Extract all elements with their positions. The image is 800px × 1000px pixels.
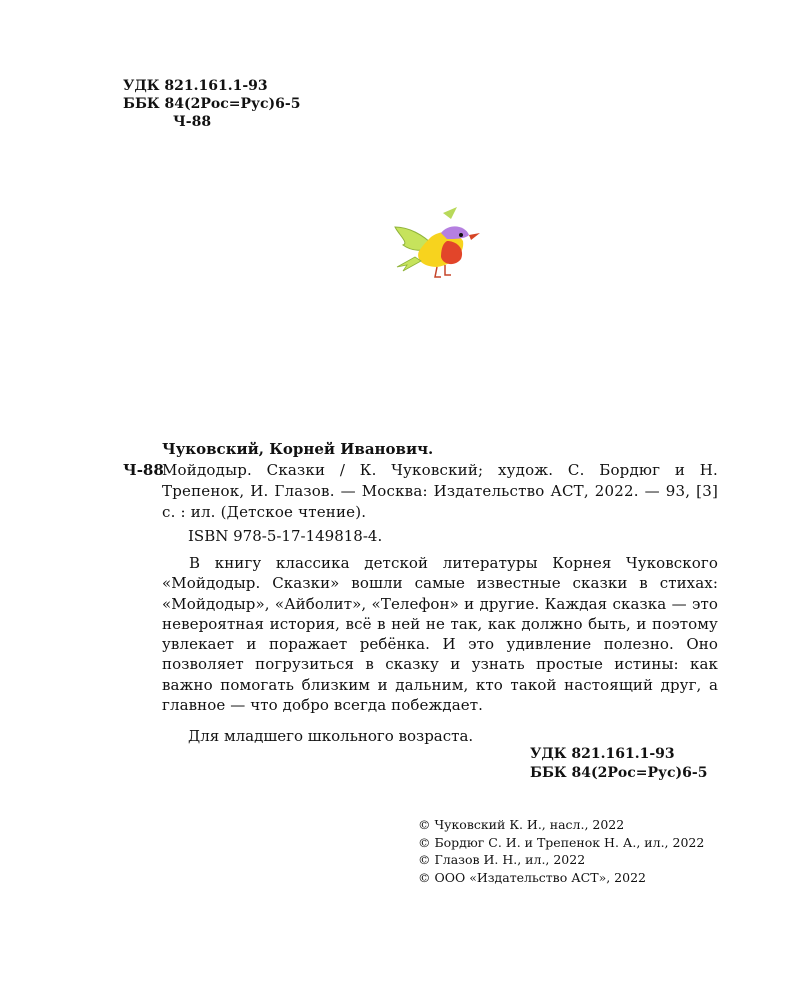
copyright-line: © Глазов И. Н., ил., 2022 xyxy=(418,852,586,867)
udk-code: УДК 821.161.1-93 xyxy=(123,78,268,94)
bibliographic-description: Мойдодыр. Сказки / К. Чуковский; худож. С. Бордюг и Н. Трепенок, И. Глазов. — Москва: Издательство АСТ, 2022. — 93, [3] с. : ил. (Детское чтение). xyxy=(162,461,718,521)
author-mark: Ч-88 xyxy=(173,114,212,130)
isbn: ISBN 978-5-17-149818-4. xyxy=(188,527,383,545)
entry-author-mark: Ч-88 xyxy=(123,461,164,479)
copyright-block xyxy=(418,816,704,886)
author-heading: Чуковский, Корней Иванович. xyxy=(162,440,434,458)
bbk-code: ББК 84(2Рос=Рус)6-5 xyxy=(123,96,301,112)
annotation-text: В книгу классика детской литературы Корнея Чуковского «Мойдодыр. Сказки» вошли самые известные сказки в стихах: «Мойдодыр», «Айболит», «Телефон» и другие. Каждая сказка — это невероятная история, всё в ней не так, как должно быть, и поэтому увлекает и поражает ребёнка. И это удивление полезно. Оно позволяет погрузиться в сказку и узнать простые истины: как важно помогать близким и дальним, кто такой настоящий друг, а главное — что добро всегда побеждает. xyxy=(162,554,718,715)
bottom-codes xyxy=(530,745,707,783)
annotation xyxy=(162,553,718,715)
copyright-line: © Бордюг С. И. и Трепенок Н. А., ил., 2022 xyxy=(418,834,705,850)
bottom-udk: УДК 821.161.1-93 xyxy=(530,746,675,762)
audience-note: Для младшего школьного возраста. xyxy=(188,727,474,745)
copyright-line: © ООО «Издательство АСТ», 2022 xyxy=(418,869,646,885)
bottom-bbk: ББК 84(2Рос=Рус)6-5 xyxy=(530,765,708,781)
bird-icon xyxy=(385,205,485,285)
copyright-line: © Чуковский К. И., насл., 2022 xyxy=(418,817,625,832)
classification-codes xyxy=(123,77,300,131)
